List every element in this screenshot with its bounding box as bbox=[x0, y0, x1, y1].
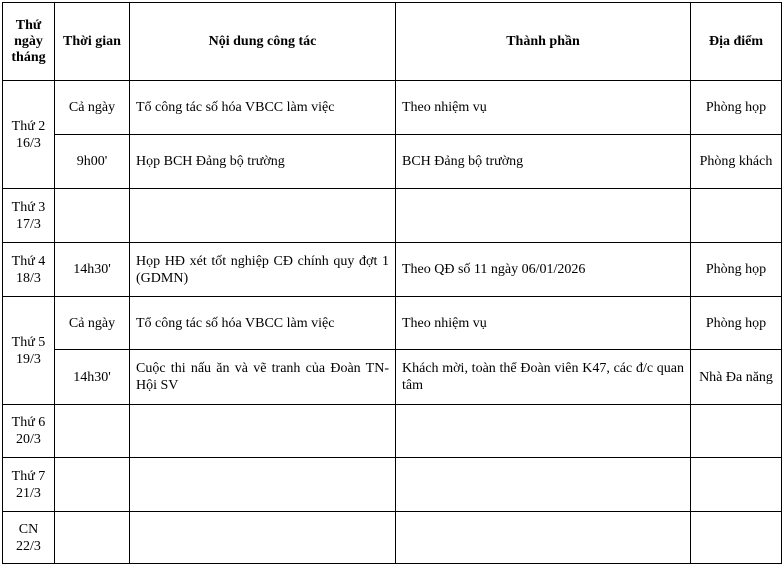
day-cell: Thứ 4 18/3 bbox=[3, 243, 55, 297]
table-row bbox=[3, 350, 782, 405]
members-cell bbox=[396, 189, 691, 243]
content-cell: Họp HĐ xét tốt nghiệp CĐ chính quy đợt 1 (GDMN) bbox=[130, 243, 396, 297]
table-row bbox=[3, 458, 782, 512]
time-cell bbox=[55, 405, 130, 458]
day-cell: Thứ 2 16/3 bbox=[3, 81, 55, 189]
header-members: Thành phần bbox=[396, 3, 691, 81]
day-cell: Thứ 5 19/3 bbox=[3, 297, 55, 405]
place-cell bbox=[691, 189, 782, 243]
time-cell bbox=[55, 458, 130, 512]
members-cell bbox=[396, 458, 691, 512]
content-cell bbox=[130, 512, 396, 564]
table-row bbox=[3, 243, 782, 297]
content-cell bbox=[130, 458, 396, 512]
place-cell: Nhà Đa năng bbox=[691, 350, 782, 405]
place-cell: Phòng họp bbox=[691, 81, 782, 135]
members-cell: Theo nhiệm vụ bbox=[396, 297, 691, 350]
table-row bbox=[3, 189, 782, 243]
place-cell bbox=[691, 512, 782, 564]
header-row bbox=[3, 3, 782, 81]
place-cell bbox=[691, 458, 782, 512]
members-cell: BCH Đảng bộ trường bbox=[396, 135, 691, 189]
time-cell: 14h30' bbox=[55, 350, 130, 405]
day-cell: Thứ 6 20/3 bbox=[3, 405, 55, 458]
time-cell: 9h00' bbox=[55, 135, 130, 189]
table-row bbox=[3, 512, 782, 564]
place-cell bbox=[691, 405, 782, 458]
table-row bbox=[3, 135, 782, 189]
header-day: Thứ ngày tháng bbox=[3, 3, 55, 81]
header-place: Địa điểm bbox=[691, 3, 782, 81]
place-cell: Phòng họp bbox=[691, 243, 782, 297]
time-cell bbox=[55, 189, 130, 243]
place-cell: Phòng họp bbox=[691, 297, 782, 350]
header-content: Nội dung công tác bbox=[130, 3, 396, 81]
members-cell: Khách mời, toàn thể Đoàn viên K47, các đ/c quan tâm bbox=[396, 350, 691, 405]
time-cell: 14h30' bbox=[55, 243, 130, 297]
members-cell: Theo nhiệm vụ bbox=[396, 81, 691, 135]
time-cell: Cả ngày bbox=[55, 297, 130, 350]
members-cell bbox=[396, 512, 691, 564]
time-cell: Cả ngày bbox=[55, 81, 130, 135]
members-cell bbox=[396, 405, 691, 458]
time-cell bbox=[55, 512, 130, 564]
members-cell: Theo QĐ số 11 ngày 06/01/2026 bbox=[396, 243, 691, 297]
content-cell: Họp BCH Đảng bộ trường bbox=[130, 135, 396, 189]
table-row bbox=[3, 405, 782, 458]
day-cell: Thứ 3 17/3 bbox=[3, 189, 55, 243]
content-cell bbox=[130, 405, 396, 458]
header-time: Thời gian bbox=[55, 3, 130, 81]
place-cell: Phòng khách bbox=[691, 135, 782, 189]
content-cell: Tổ công tác số hóa VBCC làm việc bbox=[130, 81, 396, 135]
day-cell: CN 22/3 bbox=[3, 512, 55, 564]
work-schedule-table bbox=[2, 2, 782, 564]
day-cell: Thứ 7 21/3 bbox=[3, 458, 55, 512]
content-cell: Tổ công tác số hóa VBCC làm việc bbox=[130, 297, 396, 350]
table-row bbox=[3, 81, 782, 135]
content-cell: Cuộc thi nấu ăn và vẽ tranh của Đoàn TN-Hội SV bbox=[130, 350, 396, 405]
table-row bbox=[3, 297, 782, 350]
content-cell bbox=[130, 189, 396, 243]
